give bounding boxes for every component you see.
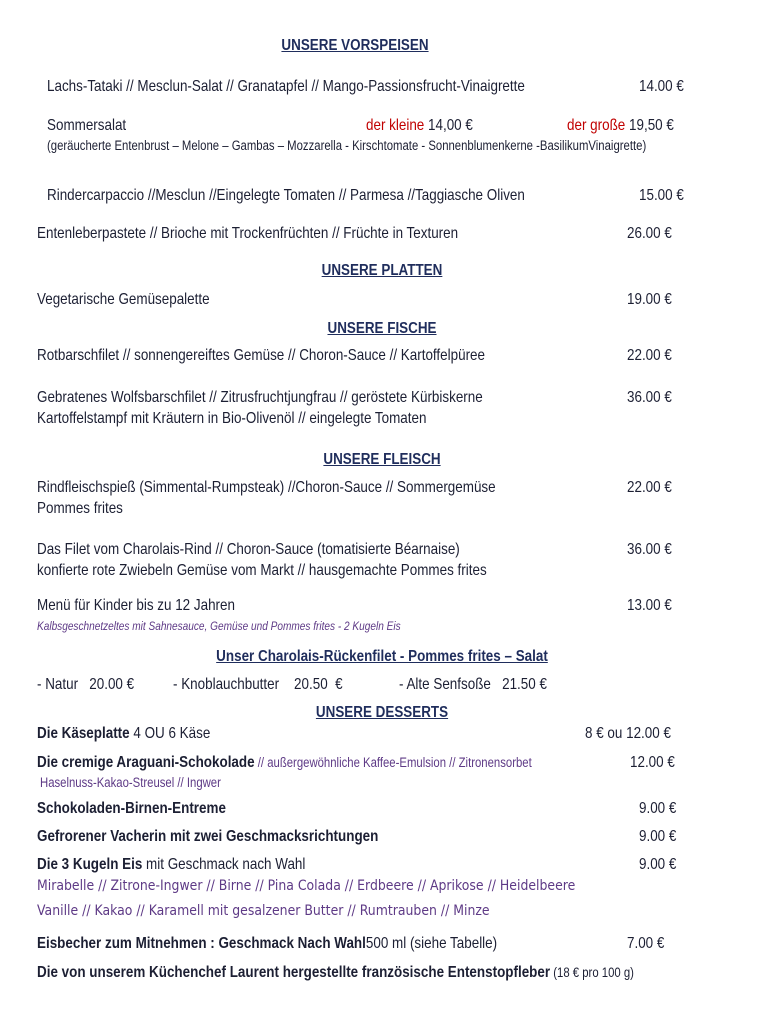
item-name: Rindfleischspieß (Simmental-Rumpsteak) //Choron-Sauce // Sommergemüse xyxy=(37,479,496,496)
option-natur: - Natur 20.00 € xyxy=(37,676,135,693)
name: Die von unserem Küchenchef Laurent hergestellte französische Entenstopfleber xyxy=(37,964,551,981)
heading-platten: UNSERE PLATTEN xyxy=(321,262,443,279)
item-price: 36.00 € xyxy=(627,389,672,406)
item-price: 9.00 € xyxy=(639,828,677,845)
item-name: Vegetarische Gemüsepalette xyxy=(37,291,210,308)
price: 14,00 € xyxy=(428,117,473,134)
option-senf: - Alte Senfsoße 21.50 € xyxy=(399,676,547,693)
item-line2: Pommes frites xyxy=(37,500,123,517)
item-name: Rotbarschfilet // sonnengereiftes Gemüse // Choron-Sauce // Kartoffelpüree xyxy=(37,347,485,364)
item-name: Schokoladen-Birnen-Entreme xyxy=(37,800,226,817)
item-name: Lachs-Tataki // Mesclun-Salat // Granatapfel // Mango-Passionsfrucht-Vinaigrette xyxy=(47,78,525,95)
item-line2: konfierte rote Zwiebeln Gemüse vom Markt // hausgemachte Pommes frites xyxy=(37,562,487,579)
item-price: 36.00 € xyxy=(627,541,672,558)
extra: // außergewöhnliche Kaffee-Emulsion // Zitronensorbet xyxy=(254,755,532,770)
heading-charolais: Unser Charolais-Rückenfilet - Pommes frites – Salat xyxy=(216,648,548,665)
item-price: 9.00 € xyxy=(639,800,677,817)
item-line2: Haselnuss-Kakao-Streusel // Ingwer xyxy=(40,775,221,790)
heading-fische: UNSERE FISCHE xyxy=(327,320,437,337)
item-name: Sommersalat xyxy=(47,117,127,134)
item-desc: (geräucherte Entenbrust – Melone – Gambas – Mozzarella - Kirschtomate - Sonnenblumenkerne -BasilikumVinaigrette) xyxy=(47,138,647,153)
size-label: der kleine xyxy=(366,117,425,134)
heading-fleisch: UNSERE FLEISCH xyxy=(323,451,441,468)
item-price: 19.00 € xyxy=(627,291,672,308)
item-price: 12.00 € xyxy=(630,754,675,771)
size-label: der große xyxy=(567,117,626,134)
heading-desserts: UNSERE DESSERTS xyxy=(315,704,449,721)
item-name: Entenleberpastete // Brioche mit Trockenfrüchten // Früchte in Texturen xyxy=(37,225,459,242)
item-price: 7.00 € xyxy=(627,935,665,952)
option-knoblauch: - Knoblauchbutter 20.50 € xyxy=(173,676,343,693)
item-name: Gebratenes Wolfsbarschfilet // Zitrusfruchtjungfrau // geröstete Kürbiskerne xyxy=(37,389,483,406)
item-line2: Kartoffelstampf mit Kräutern in Bio-Olivenöl // eingelegte Tomaten xyxy=(37,410,427,427)
item-price: 22.00 € xyxy=(627,479,672,496)
item-price: 8 € ou 12.00 € xyxy=(585,725,671,742)
flavors-line: Vanille // Kakao // Karamell mit gesalzener Butter // Rumtrauben // Minze xyxy=(37,903,490,919)
item-name: Menü für Kinder bis zu 12 Jahren xyxy=(37,597,235,614)
item-name xyxy=(37,964,634,982)
item-price-small xyxy=(366,117,473,135)
name: Die cremige Araguani-Schokolade xyxy=(37,754,255,771)
price: 19,50 € xyxy=(629,117,674,134)
name: Die 3 Kugeln Eis xyxy=(37,856,143,873)
item-name: Rindercarpaccio //Mesclun //Eingelegte Tomaten // Parmesa //Taggiasche Oliven xyxy=(47,187,525,204)
extra: 4 OU 6 Käse xyxy=(129,725,211,742)
flavors-line: Mirabelle // Zitrone-Ingwer // Birne // Pina Colada // Erdbeere // Aprikose // Heidelbeere xyxy=(37,878,576,894)
item-name xyxy=(37,935,497,953)
item-price: 26.00 € xyxy=(627,225,672,242)
extra: 500 ml (siehe Tabelle) xyxy=(365,935,498,952)
item-price: 22.00 € xyxy=(627,347,672,364)
item-name: Das Filet vom Charolais-Rind // Choron-Sauce (tomatisierte Béarnaise) xyxy=(37,541,460,558)
extra: mit Geschmack nach Wahl xyxy=(142,856,306,873)
item-name xyxy=(37,754,532,772)
name: Die Käseplatte xyxy=(37,725,130,742)
item-name: Gefrorener Vacherin mit zwei Geschmacksrichtungen xyxy=(37,828,379,845)
item-price: 9.00 € xyxy=(639,856,677,873)
item-price-large xyxy=(567,117,674,135)
item-name xyxy=(37,725,210,743)
name: Eisbecher zum Mitnehmen : Geschmack Nach Wahl xyxy=(37,935,366,952)
item-desc: Kalbsgeschnetzeltes mit Sahnesauce, Gemüse und Pommes frites - 2 Kugeln Eis xyxy=(37,619,401,633)
extra: (18 € pro 100 g) xyxy=(550,965,634,980)
item-price: 14.00 € xyxy=(639,78,684,95)
item-price: 13.00 € xyxy=(627,597,672,614)
item-price: 15.00 € xyxy=(639,187,684,204)
heading-vorspeisen: UNSERE VORSPEISEN xyxy=(281,37,429,54)
item-name xyxy=(37,856,305,874)
